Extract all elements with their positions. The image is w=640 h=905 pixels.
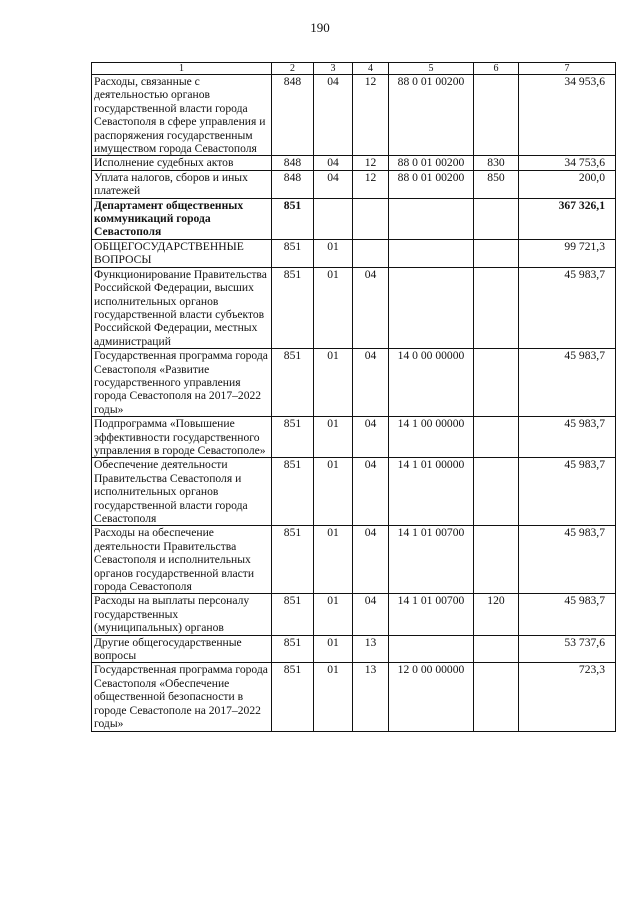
row-target-article-cell	[389, 239, 474, 267]
budget-table	[91, 62, 616, 732]
row-admin-code-cell: 851	[272, 526, 314, 594]
page-number: 190	[310, 20, 330, 35]
row-amount-cell: 53 737,6	[519, 635, 616, 663]
table-row	[92, 417, 616, 458]
row-subsection-cell: 04	[353, 267, 389, 348]
row-subsection-cell: 04	[353, 417, 389, 458]
row-subsection-cell: 04	[353, 594, 389, 635]
row-section-cell: 01	[314, 635, 353, 663]
row-expense-type-cell: 850	[474, 170, 519, 198]
row-admin-code-cell: 848	[272, 170, 314, 198]
row-amount-cell: 99 721,3	[519, 239, 616, 267]
row-name-cell: Департамент общественных коммуникаций города Севастополя	[92, 198, 272, 239]
row-target-article-cell: 88 0 01 00200	[389, 156, 474, 170]
row-admin-code-cell: 851	[272, 458, 314, 526]
row-name-cell: Обеспечение деятельности Правительства Севастополя и исполнительных органов государственной власти города Севастополя	[92, 458, 272, 526]
row-section-cell: 01	[314, 239, 353, 267]
row-target-article-cell: 14 1 01 00700	[389, 526, 474, 594]
column-number-row	[92, 63, 616, 75]
row-amount-cell: 45 983,7	[519, 594, 616, 635]
row-section-cell: 04	[314, 156, 353, 170]
row-subsection-cell: 13	[353, 635, 389, 663]
row-name-cell: Расходы, связанные с деятельностью органов государственной власти города Севастополя в сфере управления и распоряжения государственным имуществом города Севастополя	[92, 75, 272, 156]
table-row	[92, 349, 616, 417]
row-admin-code-cell: 851	[272, 417, 314, 458]
row-amount-cell: 45 983,7	[519, 267, 616, 348]
row-section-cell	[314, 198, 353, 239]
row-name-cell: Государственная программа города Севастополя «Развитие государственного управления города Севастополя на 2017–2022 годы»	[92, 349, 272, 417]
row-expense-type-cell	[474, 349, 519, 417]
column-header: 5	[389, 63, 474, 75]
row-section-cell: 01	[314, 663, 353, 731]
row-amount-cell: 45 983,7	[519, 349, 616, 417]
row-target-article-cell	[389, 635, 474, 663]
table-row	[92, 458, 616, 526]
row-admin-code-cell: 848	[272, 156, 314, 170]
table-row	[92, 239, 616, 267]
row-name-cell: Расходы на обеспечение деятельности Правительства Севастополя и исполнительных органов государственной власти города Севастополя	[92, 526, 272, 594]
row-expense-type-cell	[474, 417, 519, 458]
row-section-cell: 04	[314, 75, 353, 156]
row-section-cell: 01	[314, 417, 353, 458]
row-amount-cell: 34 753,6	[519, 156, 616, 170]
row-subsection-cell: 13	[353, 663, 389, 731]
row-section-cell: 01	[314, 458, 353, 526]
row-name-cell: Исполнение судебных актов	[92, 156, 272, 170]
row-admin-code-cell: 851	[272, 267, 314, 348]
row-expense-type-cell	[474, 267, 519, 348]
row-subsection-cell: 04	[353, 526, 389, 594]
row-amount-cell: 367 326,1	[519, 198, 616, 239]
row-expense-type-cell	[474, 75, 519, 156]
row-amount-cell: 45 983,7	[519, 417, 616, 458]
row-admin-code-cell: 848	[272, 75, 314, 156]
row-target-article-cell: 88 0 01 00200	[389, 75, 474, 156]
row-name-cell: ОБЩЕГОСУДАРСТВЕННЫЕ ВОПРОСЫ	[92, 239, 272, 267]
row-admin-code-cell: 851	[272, 663, 314, 731]
table-row	[92, 75, 616, 156]
row-section-cell: 04	[314, 170, 353, 198]
row-name-cell: Расходы на выплаты персоналу государственных (муниципальных) органов	[92, 594, 272, 635]
row-expense-type-cell	[474, 526, 519, 594]
table-row	[92, 635, 616, 663]
row-amount-cell: 200,0	[519, 170, 616, 198]
table-row	[92, 663, 616, 731]
row-amount-cell: 723,3	[519, 663, 616, 731]
row-expense-type-cell	[474, 663, 519, 731]
row-section-cell: 01	[314, 267, 353, 348]
row-admin-code-cell: 851	[272, 239, 314, 267]
row-section-cell: 01	[314, 526, 353, 594]
column-header: 6	[474, 63, 519, 75]
row-subsection-cell: 12	[353, 156, 389, 170]
row-expense-type-cell: 120	[474, 594, 519, 635]
table-row	[92, 170, 616, 198]
row-name-cell: Государственная программа города Севастополя «Обеспечение общественной безопасности в городе Севастополе на 2017–2022 годы»	[92, 663, 272, 731]
column-header: 2	[272, 63, 314, 75]
row-admin-code-cell: 851	[272, 635, 314, 663]
row-admin-code-cell: 851	[272, 594, 314, 635]
row-name-cell: Другие общегосударственные вопросы	[92, 635, 272, 663]
row-expense-type-cell	[474, 198, 519, 239]
row-expense-type-cell	[474, 635, 519, 663]
row-subsection-cell: 12	[353, 75, 389, 156]
row-amount-cell: 45 983,7	[519, 526, 616, 594]
row-target-article-cell	[389, 198, 474, 239]
row-name-cell: Уплата налогов, сборов и иных платежей	[92, 170, 272, 198]
row-subsection-cell: 12	[353, 170, 389, 198]
row-expense-type-cell: 830	[474, 156, 519, 170]
row-target-article-cell: 14 0 00 00000	[389, 349, 474, 417]
row-admin-code-cell: 851	[272, 198, 314, 239]
row-target-article-cell: 14 1 01 00700	[389, 594, 474, 635]
row-subsection-cell: 04	[353, 349, 389, 417]
row-section-cell: 01	[314, 349, 353, 417]
table-row	[92, 156, 616, 170]
row-section-cell: 01	[314, 594, 353, 635]
row-subsection-cell	[353, 198, 389, 239]
row-amount-cell: 34 953,6	[519, 75, 616, 156]
column-header: 7	[519, 63, 616, 75]
table-row	[92, 594, 616, 635]
row-target-article-cell: 14 1 01 00000	[389, 458, 474, 526]
column-header: 4	[353, 63, 389, 75]
row-target-article-cell	[389, 267, 474, 348]
row-target-article-cell: 88 0 01 00200	[389, 170, 474, 198]
row-subsection-cell	[353, 239, 389, 267]
row-expense-type-cell	[474, 239, 519, 267]
row-target-article-cell: 14 1 00 00000	[389, 417, 474, 458]
table-row	[92, 267, 616, 348]
column-header: 1	[92, 63, 272, 75]
table-row	[92, 526, 616, 594]
row-subsection-cell: 04	[353, 458, 389, 526]
row-expense-type-cell	[474, 458, 519, 526]
row-admin-code-cell: 851	[272, 349, 314, 417]
row-name-cell: Функционирование Правительства Российской Федерации, высших исполнительных органов государственной власти субъектов Российской Федерации, местных администраций	[92, 267, 272, 348]
table-row	[92, 198, 616, 239]
row-name-cell: Подпрограмма «Повышение эффективности государственного управления в городе Севастополе»	[92, 417, 272, 458]
row-target-article-cell: 12 0 00 00000	[389, 663, 474, 731]
row-amount-cell: 45 983,7	[519, 458, 616, 526]
column-header: 3	[314, 63, 353, 75]
